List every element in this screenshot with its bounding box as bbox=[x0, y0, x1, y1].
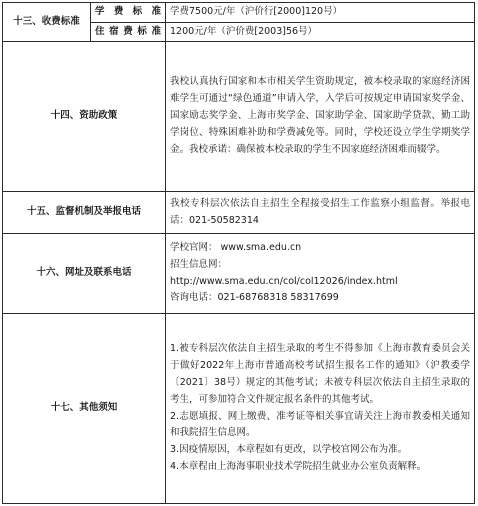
tuition-label: 学费标准 bbox=[91, 3, 166, 23]
aid-section-title: 十四、资助政策 bbox=[3, 42, 166, 192]
admissions-site-label: 招生信息网： bbox=[170, 258, 228, 270]
note-item: 4.本章程由上海海事职业技术学院招生就业办公室负责解释。 bbox=[170, 461, 427, 473]
lodging-value: 1200元/年（沪价费[2003]56号） bbox=[166, 23, 475, 42]
notes-row bbox=[3, 314, 475, 504]
lodging-label: 住宿费标准 bbox=[91, 23, 166, 42]
note-item: 2.志愿填报、网上缴费、准考证等相关事宜请关注上海市教委相关通知和我院招生信息网。 bbox=[170, 410, 470, 439]
consult-phone: 咨询电话：021-68768318 58317699 bbox=[170, 292, 339, 304]
notes-list bbox=[166, 314, 475, 504]
contact-row bbox=[3, 234, 475, 314]
admissions-info-table bbox=[2, 2, 475, 504]
tuition-row bbox=[3, 3, 475, 23]
tuition-value: 学费7500元/年（沪价行[2000]120号） bbox=[166, 3, 475, 23]
aid-row bbox=[3, 42, 475, 192]
aid-policy-text: 我校认真执行国家和本市相关学生资助规定，被本校录取的家庭经济困难学生可通过“绿色通道”申请入学，入学后可按规定申请国家奖学金、国家励志奖学金、上海市奖学金、国家助学金、国家助学贷款、勤工助学岗位、特殊困难补助和学费减免等。同时，学校还设立学生学期奖学金。我校承诺：确保被本校录取的学生不因家庭经济困难而辍学。 bbox=[166, 42, 475, 192]
admissions-site-url: http://www.sma.edu.cn/col/col12026/index.html bbox=[170, 275, 398, 287]
contact-section-title: 十六、网址及联系电话 bbox=[3, 234, 166, 314]
note-item: 3.因疫情原因，本章程如有更改，以学校官网公布为准。 bbox=[170, 444, 408, 456]
school-website: 学校官网： www.sma.edu.cn bbox=[170, 241, 302, 253]
supervision-text: 我校专科层次依法自主招生全程接受招生工作监察小组监督。举报电话：021-50582314 bbox=[166, 192, 475, 234]
supervision-section-title: 十五、监督机制及举报电话 bbox=[3, 192, 166, 234]
note-item: 1.被专科层次依法自主招生录取的考生不得参加《上海市教育委员会关于做好2022年上海市普通高校考试招生报名工作的通知》（沪教委学〔2021〕38号）规定的其他考试；未被专科层次依法自主招生录取的考生，可参加符合文件规定报名条件的其他考试。 bbox=[170, 342, 470, 405]
contact-details bbox=[166, 234, 475, 314]
supervision-row bbox=[3, 192, 475, 234]
notes-section-title: 十七、其他须知 bbox=[3, 314, 166, 504]
fees-section-title: 十三、收费标准 bbox=[3, 3, 91, 42]
